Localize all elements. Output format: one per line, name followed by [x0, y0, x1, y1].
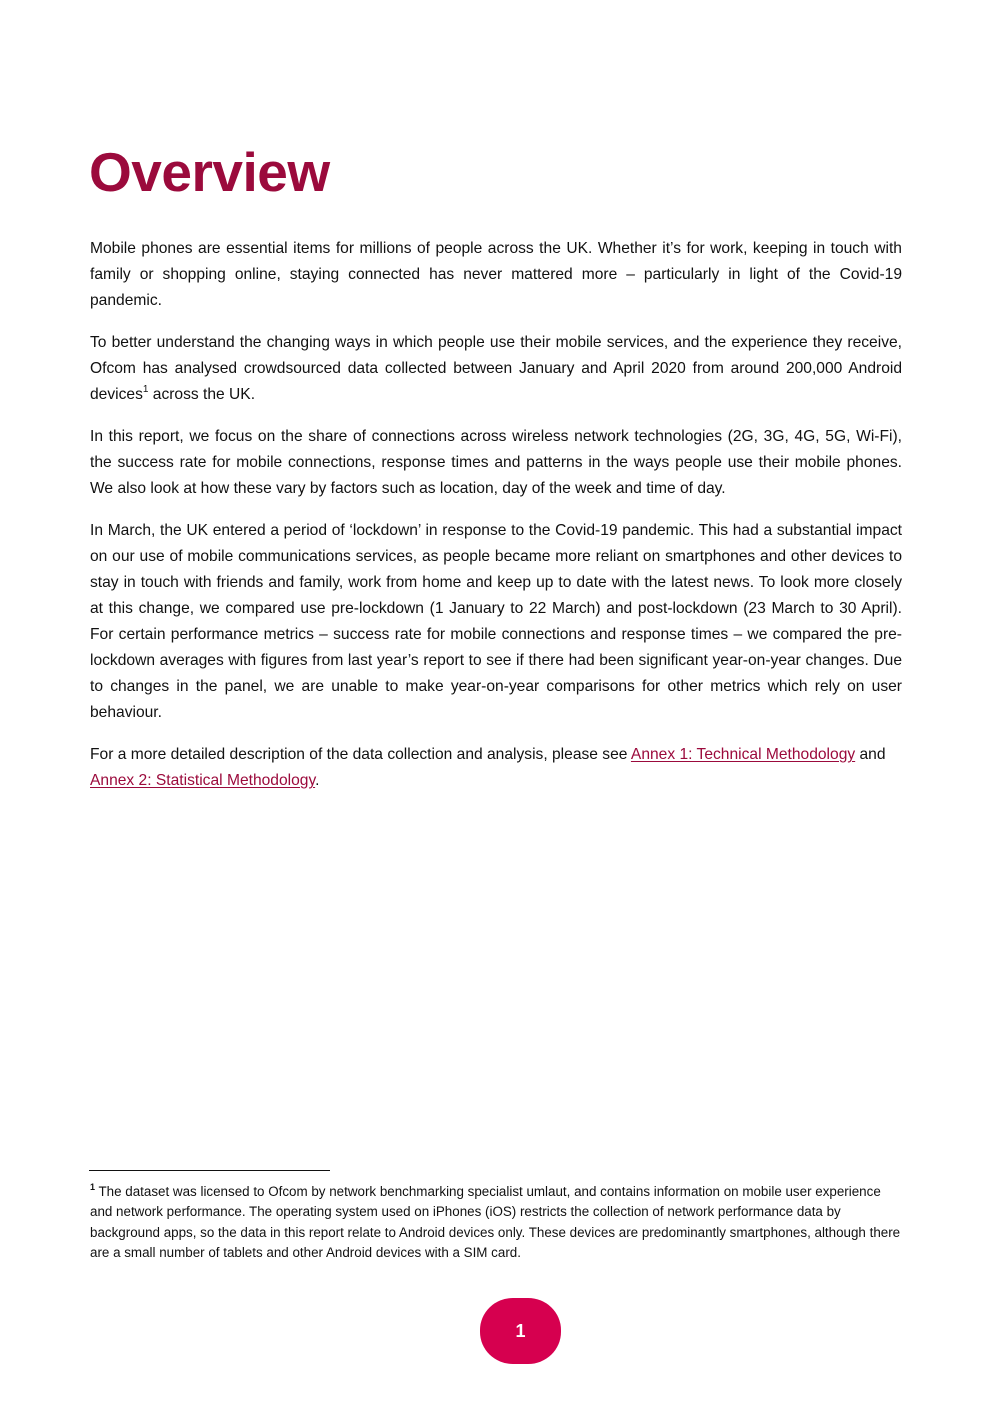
paragraph-methodology	[90, 742, 902, 794]
page-number-badge	[480, 1298, 561, 1364]
paragraph-report-focus: In this report, we focus on the share of connections across wireless network technologies (2G, 3G, 4G, 5G, Wi-Fi), the success rate for mobile connections, response times and patterns in the ways people use their mobile phones. We also look at how these vary by factors such as location, day of the week and time of day.	[90, 428, 902, 497]
methodology-end: .	[315, 772, 320, 789]
paragraph-data-source-end: across the UK.	[148, 386, 256, 403]
body-text	[90, 236, 902, 810]
methodology-intro: For a more detailed description of the data collection and analysis, please see	[90, 746, 631, 763]
methodology-and: and	[855, 746, 886, 763]
annex-1-link[interactable]: Annex 1: Technical Methodology	[630, 746, 856, 763]
page-title: Overview	[89, 141, 330, 203]
paragraph-data-source-text: To better understand the changing ways in which people use their mobile services, and the experience they receive, Ofcom has analysed crowdsourced data collected between January and April 2020 from around 200,000 Android devices	[90, 334, 902, 403]
footnote	[90, 1182, 902, 1264]
paragraph-intro: Mobile phones are essential items for millions of people across the UK. Whether it’s for work, keeping in touch with family or shopping online, staying connected has never mattered more – particularly in light of the Covid-19 pandemic.	[90, 240, 902, 309]
footnote-text: The dataset was licensed to Ofcom by network benchmarking specialist umlaut, and contains information on mobile user experience and network performance. The operating system used on iPhones (iOS) restricts the collection of network performance data by background apps, so the data in this report relate to Android devices only. These devices are predominantly smartphones, although there are a small number of tablets and other Android devices with a SIM card.	[90, 1184, 901, 1261]
footnote-marker: 1	[90, 1181, 96, 1192]
paragraph-lockdown: In March, the UK entered a period of ‘lockdown’ in response to the Covid-19 pandemic. This had a substantial impact on our use of mobile communications services, as people became more reliant on smartphones and other devices to stay in touch with friends and family, work from home and keep up to date with the latest news. To look more closely at this change, we compared use pre-lockdown (1 January to 22 March) and post-lockdown (23 March to 30 April). For certain performance metrics – success rate for mobile connections and response times – we compared the pre-lockdown averages with figures from last year’s report to see if there had been significant year-on-year changes. Due to changes in the panel, we are unable to make year-on-year comparisons for other metrics which rely on user behaviour.	[90, 522, 902, 721]
annex-2-link[interactable]: Annex 2: Statistical Methodology	[90, 772, 316, 789]
footnote-divider	[89, 1170, 330, 1171]
paragraph-data-source	[90, 330, 902, 408]
footnote-reference[interactable]: 1	[142, 383, 149, 395]
page-number: 1	[515, 1320, 526, 1341]
